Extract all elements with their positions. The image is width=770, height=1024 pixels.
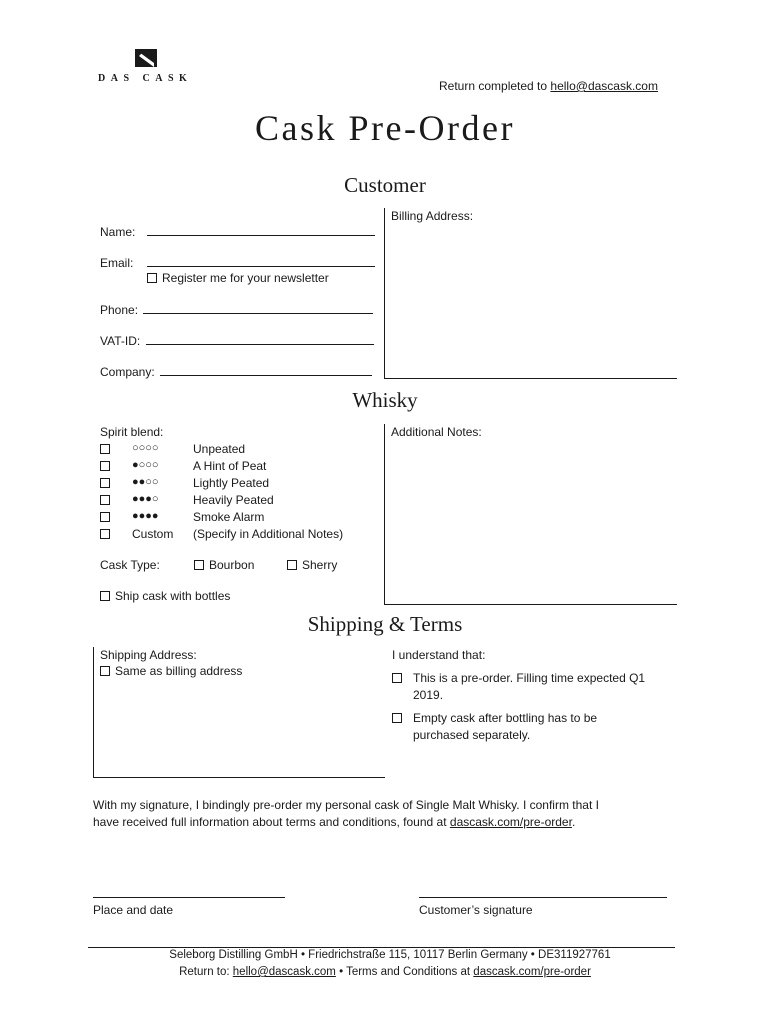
place-date-label: Place and date bbox=[93, 903, 174, 917]
checkbox-icon[interactable] bbox=[100, 444, 110, 454]
email-field[interactable]: Email: bbox=[100, 255, 375, 270]
cask-type-label: Cask Type: bbox=[100, 558, 160, 572]
phone-field[interactable]: Phone: bbox=[100, 302, 373, 317]
billing-address-label: Billing Address: bbox=[391, 209, 474, 223]
blend-option-heavily-peated[interactable]: ●●●○ Heavily Peated bbox=[100, 493, 115, 507]
checkbox-icon[interactable] bbox=[100, 461, 110, 471]
page-title: Cask Pre-Order bbox=[255, 108, 515, 148]
notes-box-bottom-border bbox=[384, 604, 677, 605]
checkbox-icon[interactable] bbox=[100, 495, 110, 505]
company-field[interactable]: Company: bbox=[100, 364, 372, 379]
terms-link[interactable]: dascask.com/pre-order bbox=[449, 815, 572, 829]
notes-box-left-border bbox=[384, 424, 385, 605]
blend-option-custom[interactable]: Custom (Specify in Additional Notes) bbox=[100, 527, 115, 541]
term-empty-cask[interactable]: Empty cask after bottling has to be purchased separately. bbox=[392, 711, 407, 725]
whisky-heading: Whisky bbox=[352, 388, 418, 412]
shipping-box-left-border bbox=[93, 647, 94, 777]
blend-option-lightly-peated[interactable]: ●●○○ Lightly Peated bbox=[100, 476, 115, 490]
customer-heading: Customer bbox=[344, 173, 426, 197]
cask-type-bourbon[interactable]: Bourbon bbox=[194, 558, 254, 572]
checkbox-icon[interactable] bbox=[392, 713, 402, 723]
shipping-box-bottom-border bbox=[93, 777, 385, 778]
additional-notes-label: Additional Notes: bbox=[391, 425, 482, 439]
shipping-address-label: Shipping Address: bbox=[100, 648, 197, 662]
term-preorder[interactable]: This is a pre-order. Filling time expected Q1 2019. bbox=[392, 671, 407, 685]
ship-with-bottles-checkbox[interactable]: Ship cask with bottles bbox=[100, 589, 230, 603]
customer-signature-line[interactable] bbox=[419, 897, 667, 898]
shipping-heading: Shipping & Terms bbox=[307, 612, 463, 636]
checkbox-icon[interactable] bbox=[100, 666, 110, 676]
das-cask-logo-icon bbox=[134, 48, 162, 68]
return-instruction: Return completed to hello@dascask.com bbox=[439, 79, 658, 93]
checkbox-icon[interactable] bbox=[392, 673, 402, 683]
shipping-address-area[interactable] bbox=[95, 682, 383, 775]
same-as-billing-checkbox[interactable]: Same as billing address bbox=[100, 664, 242, 678]
checkbox-icon[interactable] bbox=[100, 591, 110, 601]
name-field[interactable]: Name: bbox=[100, 224, 375, 239]
place-date-line[interactable] bbox=[93, 897, 285, 898]
billing-box-left-border bbox=[384, 208, 385, 379]
customer-signature-label: Customer’s signature bbox=[419, 903, 533, 917]
billing-box-bottom-border bbox=[384, 378, 677, 379]
footer-return-info: Return to: hello@dascask.com • Terms and Conditions at dascask.com/pre-order bbox=[179, 966, 591, 978]
blend-option-smoke-alarm[interactable]: ●●●● Smoke Alarm bbox=[100, 510, 115, 524]
checkbox-icon[interactable] bbox=[194, 560, 204, 570]
billing-address-area[interactable] bbox=[386, 226, 676, 376]
footer-company-info: Seleborg Distilling GmbH • Friedrichstraße 115, 10117 Berlin Germany • DE311927761 bbox=[169, 949, 611, 961]
signature-statement: With my signature, I bindingly pre-order my personal cask of Single Malt Whisky. I confirm that I have received full information about terms and conditions, found at dascask.com/pre-order. bbox=[93, 798, 599, 829]
checkbox-icon[interactable] bbox=[287, 560, 297, 570]
logo-text: DAS CASK bbox=[98, 73, 193, 84]
understand-label: I understand that: bbox=[392, 648, 486, 662]
blend-option-unpeated[interactable]: ○○○○ Unpeated bbox=[100, 442, 115, 456]
footer-terms-link[interactable]: dascask.com/pre-order bbox=[473, 966, 591, 978]
checkbox-icon[interactable] bbox=[100, 478, 110, 488]
spirit-blend-label: Spirit blend: bbox=[100, 425, 164, 439]
footer-email-link[interactable]: hello@dascask.com bbox=[232, 966, 336, 978]
footer-divider bbox=[88, 947, 675, 948]
additional-notes-area[interactable] bbox=[386, 442, 676, 602]
checkbox-icon[interactable] bbox=[147, 273, 157, 283]
cask-type-sherry[interactable]: Sherry bbox=[287, 558, 337, 572]
vat-field[interactable]: VAT-ID: bbox=[100, 333, 374, 348]
checkbox-icon[interactable] bbox=[100, 529, 110, 539]
blend-option-hint-of-peat[interactable]: ●○○○ A Hint of Peat bbox=[100, 459, 115, 473]
newsletter-checkbox[interactable]: Register me for your newsletter bbox=[147, 271, 329, 285]
checkbox-icon[interactable] bbox=[100, 512, 110, 522]
return-email-link[interactable]: hello@dascask.com bbox=[550, 79, 658, 93]
